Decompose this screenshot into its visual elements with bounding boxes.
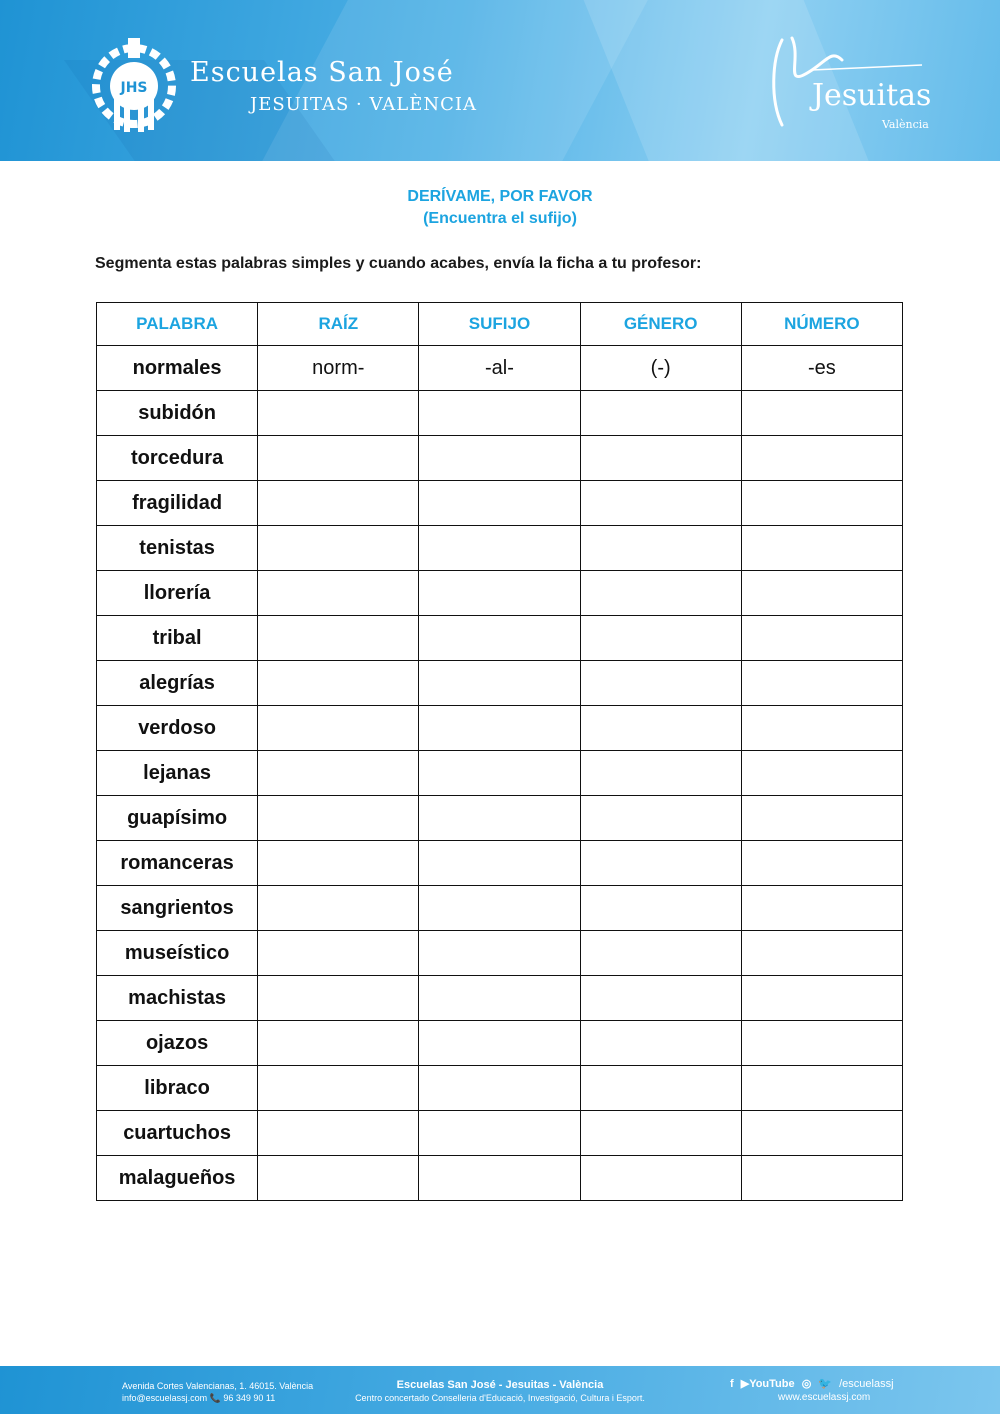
numero-cell[interactable] <box>741 931 902 976</box>
palabra-cell: normales <box>97 346 258 391</box>
sufijo-cell[interactable] <box>419 706 580 751</box>
raiz-cell[interactable] <box>258 1156 419 1201</box>
raiz-cell[interactable] <box>258 706 419 751</box>
table-row <box>97 931 903 976</box>
palabra-cell: lejanas <box>97 751 258 796</box>
header-palabra: PALABRA <box>97 303 258 346</box>
palabra-cell: guapísimo <box>97 796 258 841</box>
raiz-cell[interactable] <box>258 436 419 481</box>
sufijo-cell[interactable] <box>419 481 580 526</box>
genero-cell[interactable] <box>580 1021 741 1066</box>
sufijo-cell[interactable] <box>419 391 580 436</box>
table-row <box>97 481 903 526</box>
genero-cell[interactable] <box>580 976 741 1021</box>
genero-cell[interactable] <box>580 526 741 571</box>
header-sufijo: SUFIJO <box>419 303 580 346</box>
raiz-cell[interactable] <box>258 886 419 931</box>
jesuitas-word: Jesuitas <box>812 78 932 113</box>
numero-cell[interactable]: -es <box>741 346 902 391</box>
footer-social <box>730 1378 894 1404</box>
raiz-cell[interactable] <box>258 571 419 616</box>
palabra-cell: libraco <box>97 1066 258 1111</box>
palabra-cell: cuartuchos <box>97 1111 258 1156</box>
table-row <box>97 976 903 1021</box>
palabra-cell: verdoso <box>97 706 258 751</box>
title-line-2: (Encuentra el sufijo) <box>423 210 577 227</box>
table-row <box>97 751 903 796</box>
header-numero: NÚMERO <box>741 303 902 346</box>
genero-cell[interactable] <box>580 796 741 841</box>
numero-cell[interactable] <box>741 1111 902 1156</box>
table-row <box>97 391 903 436</box>
numero-cell[interactable] <box>741 1021 902 1066</box>
numero-cell[interactable] <box>741 976 902 1021</box>
numero-cell[interactable] <box>741 436 902 481</box>
worksheet-title <box>0 186 1000 230</box>
raiz-cell[interactable] <box>258 526 419 571</box>
genero-cell[interactable] <box>580 391 741 436</box>
genero-cell[interactable] <box>580 706 741 751</box>
numero-cell[interactable] <box>741 571 902 616</box>
table-row <box>97 1066 903 1111</box>
table-row <box>97 661 903 706</box>
numero-cell[interactable] <box>741 841 902 886</box>
table-row <box>97 1021 903 1066</box>
instagram-icon[interactable]: ◎ <box>801 1378 812 1390</box>
genero-cell[interactable] <box>580 481 741 526</box>
genero-cell[interactable] <box>580 931 741 976</box>
sufijo-cell[interactable] <box>419 796 580 841</box>
sufijo-cell[interactable] <box>419 1021 580 1066</box>
numero-cell[interactable] <box>741 706 902 751</box>
palabra-cell: subidón <box>97 391 258 436</box>
raiz-cell[interactable] <box>258 976 419 1021</box>
raiz-cell[interactable] <box>258 751 419 796</box>
raiz-cell[interactable] <box>258 391 419 436</box>
palabra-cell: sangrientos <box>97 886 258 931</box>
sufijo-cell[interactable] <box>419 436 580 481</box>
sufijo-cell[interactable] <box>419 1111 580 1156</box>
palabra-cell: machistas <box>97 976 258 1021</box>
table-row <box>97 886 903 931</box>
sufijo-cell[interactable] <box>419 526 580 571</box>
genero-cell[interactable]: (-) <box>580 346 741 391</box>
sufijo-cell[interactable] <box>419 1156 580 1201</box>
genero-cell[interactable] <box>580 1066 741 1111</box>
genero-cell[interactable] <box>580 886 741 931</box>
raiz-cell[interactable] <box>258 796 419 841</box>
palabra-cell: malagueños <box>97 1156 258 1201</box>
sufijo-cell[interactable]: -al- <box>419 346 580 391</box>
youtube-icon[interactable]: ▶YouTube <box>740 1378 795 1390</box>
numero-cell[interactable] <box>741 661 902 706</box>
escuelas-emblem-icon <box>84 34 184 134</box>
brand-title: Escuelas San José <box>190 57 454 88</box>
table-row <box>97 841 903 886</box>
svg-text:JHS: JHS <box>120 80 148 96</box>
footer-email-phone: info@escuelassj.com 📞 96 349 90 11 <box>122 1393 276 1403</box>
raiz-cell[interactable] <box>258 481 419 526</box>
footer-banner <box>0 1366 1000 1414</box>
numero-cell[interactable] <box>741 616 902 661</box>
twitter-icon[interactable]: 🐦 <box>818 1378 833 1390</box>
brand-name <box>190 58 477 115</box>
numero-cell[interactable] <box>741 481 902 526</box>
social-handle[interactable]: /escuelassj <box>839 1378 894 1390</box>
header-genero: GÉNERO <box>580 303 741 346</box>
jesuitas-logo <box>762 30 932 134</box>
header-raiz: RAÍZ <box>258 303 419 346</box>
numero-cell[interactable] <box>741 1066 902 1111</box>
footer-center-subtitle: Centro concertado Conselleria d'Educació, Investigació, Cultura i Esport. <box>355 1393 645 1403</box>
sufijo-cell[interactable] <box>419 571 580 616</box>
table-body <box>97 346 903 1201</box>
raiz-cell[interactable] <box>258 661 419 706</box>
raiz-cell[interactable]: norm- <box>258 346 419 391</box>
table-row <box>97 796 903 841</box>
instruction-text: Segmenta estas palabras simples y cuando acabes, envía la ficha a tu profesor: <box>95 255 702 272</box>
palabra-cell: fragilidad <box>97 481 258 526</box>
header-banner <box>0 0 1000 161</box>
numero-cell[interactable] <box>741 796 902 841</box>
sufijo-cell[interactable] <box>419 1066 580 1111</box>
palabra-cell: tenistas <box>97 526 258 571</box>
raiz-cell[interactable] <box>258 1021 419 1066</box>
raiz-cell[interactable] <box>258 931 419 976</box>
sufijo-cell[interactable] <box>419 886 580 931</box>
palabra-cell: museístico <box>97 931 258 976</box>
footer-website[interactable]: www.escuelassj.com <box>778 1392 871 1403</box>
table-row <box>97 616 903 661</box>
genero-cell[interactable] <box>580 1111 741 1156</box>
table-row <box>97 1111 903 1156</box>
raiz-cell[interactable] <box>258 1066 419 1111</box>
palabra-cell: llorería <box>97 571 258 616</box>
table-row <box>97 706 903 751</box>
sufijo-cell[interactable] <box>419 616 580 661</box>
numero-cell[interactable] <box>741 391 902 436</box>
sufijo-cell[interactable] <box>419 661 580 706</box>
numero-cell[interactable] <box>741 1156 902 1201</box>
table-row <box>97 436 903 481</box>
palabra-cell: ojazos <box>97 1021 258 1066</box>
sufijo-cell[interactable] <box>419 841 580 886</box>
genero-cell[interactable] <box>580 751 741 796</box>
table-header-row <box>97 303 903 346</box>
title-line-1: DERÍVAME, POR FAVOR <box>407 188 593 205</box>
jesuitas-city: València <box>882 118 929 131</box>
genero-cell[interactable] <box>580 661 741 706</box>
table-row <box>97 346 903 391</box>
table-row <box>97 1156 903 1201</box>
brand-subtitle: JESUITAS · VALÈNCIA <box>250 94 477 115</box>
table-row <box>97 526 903 571</box>
raiz-cell[interactable] <box>258 841 419 886</box>
palabra-cell: romanceras <box>97 841 258 886</box>
palabra-cell: torcedura <box>97 436 258 481</box>
sufijo-cell[interactable] <box>419 931 580 976</box>
genero-cell[interactable] <box>580 616 741 661</box>
suffix-table <box>96 302 903 1201</box>
genero-cell[interactable] <box>580 841 741 886</box>
numero-cell[interactable] <box>741 886 902 931</box>
facebook-icon[interactable]: f <box>730 1378 734 1390</box>
footer-address: Avenida Cortes Valencianas, 1. 46015. València <box>122 1381 314 1391</box>
genero-cell[interactable] <box>580 1156 741 1201</box>
sufijo-cell[interactable] <box>419 976 580 1021</box>
numero-cell[interactable] <box>741 751 902 796</box>
footer-center-title: Escuelas San José - Jesuitas - València <box>396 1379 604 1391</box>
genero-cell[interactable] <box>580 436 741 481</box>
raiz-cell[interactable] <box>258 1111 419 1156</box>
table-row <box>97 571 903 616</box>
palabra-cell: tribal <box>97 616 258 661</box>
raiz-cell[interactable] <box>258 616 419 661</box>
palabra-cell: alegrías <box>97 661 258 706</box>
genero-cell[interactable] <box>580 571 741 616</box>
sufijo-cell[interactable] <box>419 751 580 796</box>
numero-cell[interactable] <box>741 526 902 571</box>
